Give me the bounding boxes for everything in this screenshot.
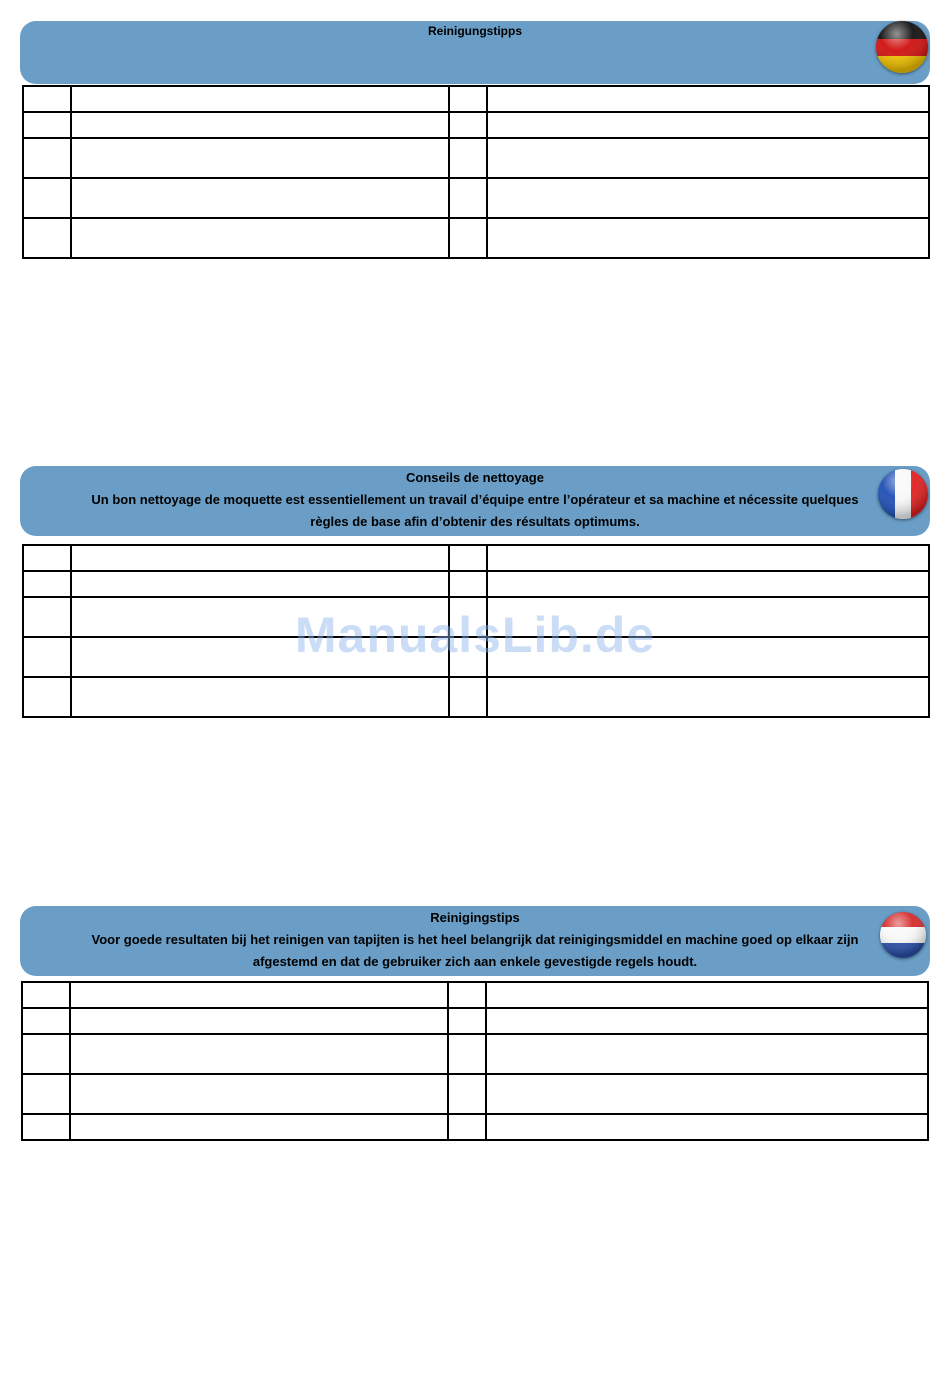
section-intro: Voor goede resultaten bij het reinigen van tapijten is het heel belangrijk dat reinigingsmiddel en machine goed op elkaar zijn afgestemd en dat de gebruiker zich aan enkele gevestigde regels houdt. xyxy=(91,932,859,969)
table-cell xyxy=(449,545,487,571)
section-german xyxy=(20,21,930,259)
table-cell xyxy=(22,1114,70,1140)
table-cell xyxy=(22,1008,70,1034)
table-cell xyxy=(22,1074,70,1114)
table-cell xyxy=(449,218,487,258)
table-cell xyxy=(487,178,929,218)
table-cell xyxy=(448,1034,486,1074)
table-cell xyxy=(71,218,449,258)
table-cell xyxy=(448,982,486,1008)
table-cell xyxy=(71,545,449,571)
table-cell xyxy=(487,86,929,112)
table-cell xyxy=(70,982,448,1008)
table-cell xyxy=(70,1034,448,1074)
section-french xyxy=(20,466,930,718)
table-cell xyxy=(448,1114,486,1140)
tips-table xyxy=(22,85,930,259)
french-flag-icon xyxy=(878,469,928,519)
table-cell xyxy=(449,571,487,597)
table-cell xyxy=(487,138,929,178)
table-cell xyxy=(487,218,929,258)
section-title: Conseils de nettoyage xyxy=(406,470,544,485)
watermark: ManualsLib.de xyxy=(294,607,656,663)
table-cell xyxy=(448,1074,486,1114)
table-cell xyxy=(448,1008,486,1034)
table-cell xyxy=(23,138,71,178)
german-flag-icon xyxy=(876,21,928,73)
table-cell xyxy=(70,1114,448,1140)
table-cell xyxy=(22,1034,70,1074)
table-cell xyxy=(449,112,487,138)
section-dutch xyxy=(20,906,930,1141)
table-cell xyxy=(486,1074,928,1114)
table-cell xyxy=(487,112,929,138)
table-cell xyxy=(71,677,449,717)
table-cell xyxy=(23,112,71,138)
table-cell xyxy=(70,1008,448,1034)
table-cell xyxy=(487,571,929,597)
table-cell xyxy=(71,112,449,138)
table-cell xyxy=(487,677,929,717)
table-cell xyxy=(22,982,70,1008)
table-cell xyxy=(23,86,71,112)
table-cell xyxy=(449,138,487,178)
section-intro: Un bon nettoyage de moquette est essentiellement un travail d’équipe entre l’opérateur et sa machine et nécessite quelques règles de base afin d’obtenir des résultats optimums. xyxy=(91,492,859,529)
table-cell xyxy=(71,86,449,112)
section-banner xyxy=(20,466,930,536)
section-banner xyxy=(20,21,930,84)
table-cell xyxy=(23,545,71,571)
table-cell xyxy=(486,1034,928,1074)
section-title: Reinigungstipps xyxy=(428,24,522,38)
tips-table xyxy=(21,981,929,1141)
table-cell xyxy=(449,677,487,717)
table-cell xyxy=(71,178,449,218)
table-cell xyxy=(71,138,449,178)
table-cell xyxy=(486,982,928,1008)
table-cell xyxy=(486,1008,928,1034)
table-cell xyxy=(23,218,71,258)
table-cell xyxy=(23,178,71,218)
table-cell xyxy=(23,677,71,717)
table-cell xyxy=(449,86,487,112)
table-cell xyxy=(23,571,71,597)
table-cell xyxy=(487,545,929,571)
table-cell xyxy=(486,1114,928,1140)
table-cell xyxy=(449,178,487,218)
section-banner xyxy=(20,906,930,976)
table-cell xyxy=(71,571,449,597)
table-cell xyxy=(70,1074,448,1114)
dutch-flag-icon xyxy=(880,912,926,958)
section-title: Reinigingstips xyxy=(430,910,520,925)
